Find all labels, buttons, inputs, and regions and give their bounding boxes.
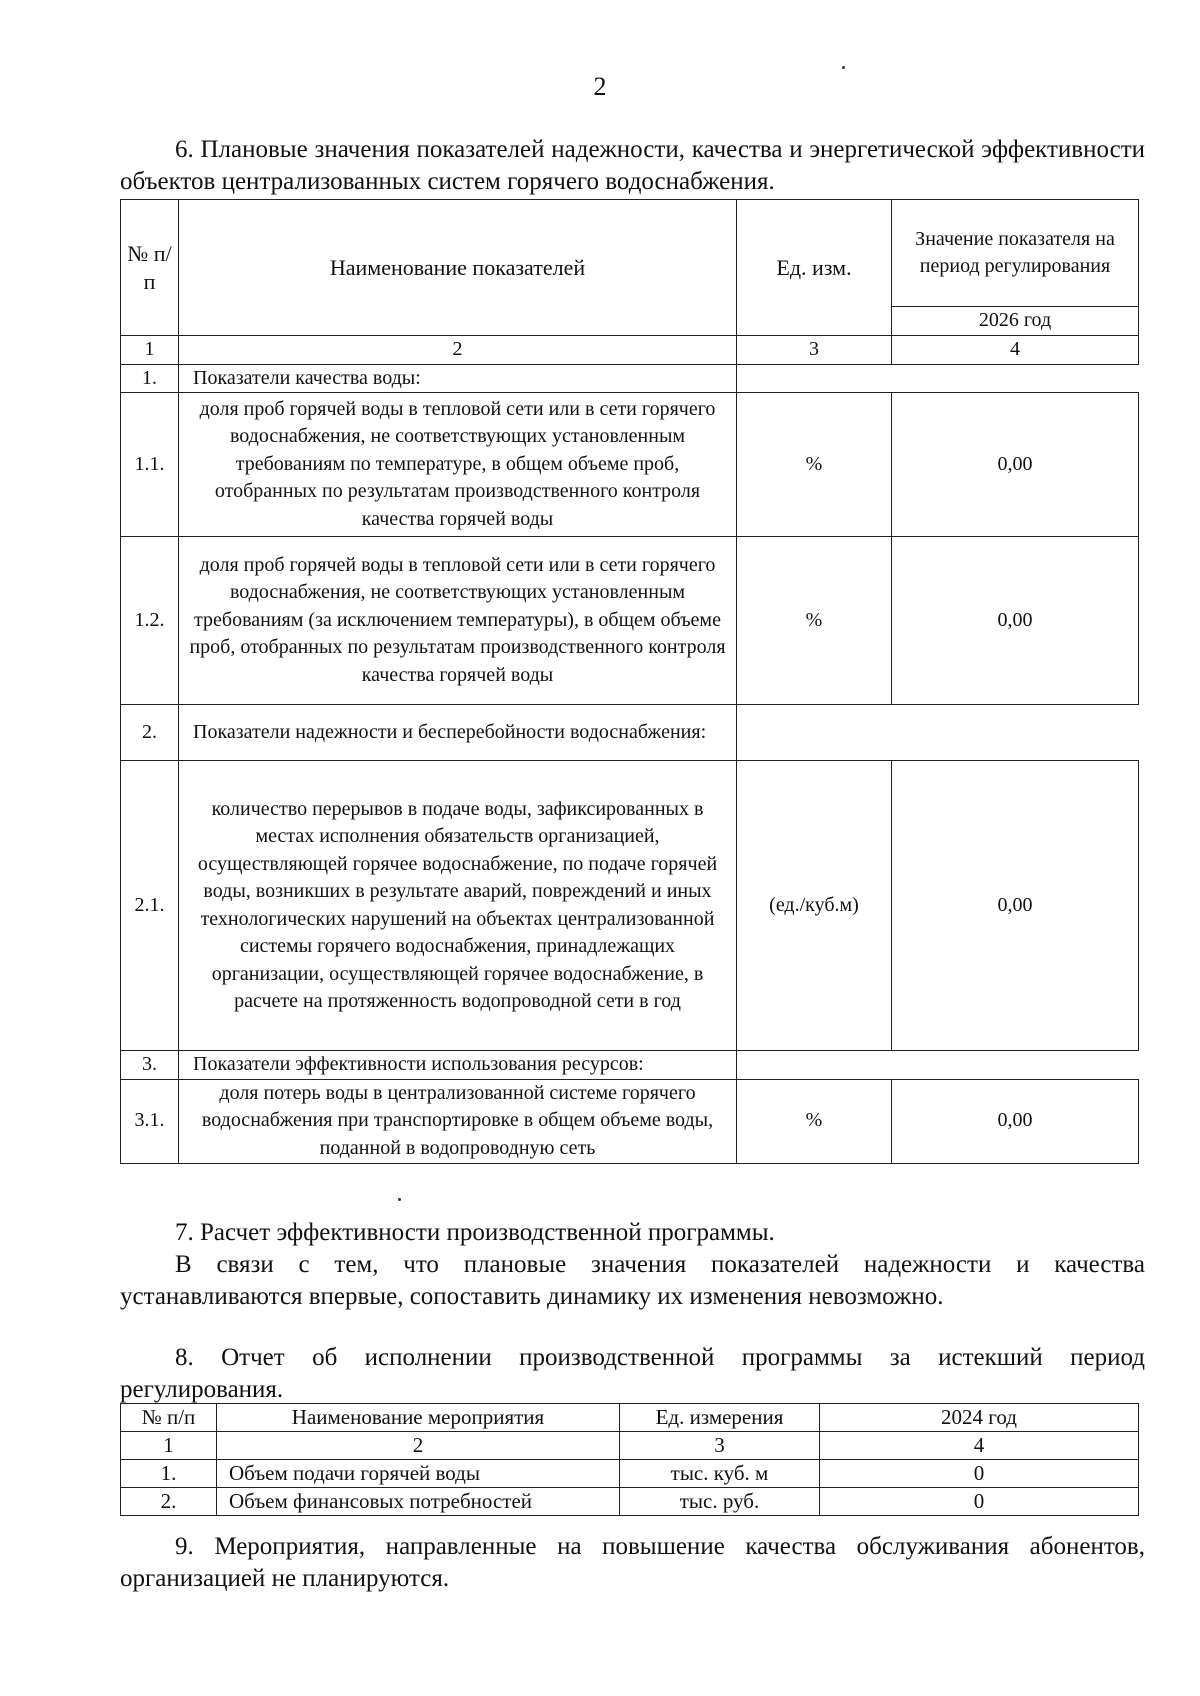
header-value: Значение показателя на период регулирования — [892, 200, 1139, 307]
section-7-heading-text: 7. Расчет эффективности производственной программы. — [175, 1219, 775, 1246]
row-num: 1.1. — [121, 393, 179, 537]
index-cell: 2 — [179, 336, 737, 365]
row-name: доля проб горячей воды в тепловой сети или в сети горячего водоснабжения, не соответствующих установленным требованиям по температуре, в общем объеме проб, отобранных по результатам производственного контроля качества горячей воды — [179, 393, 737, 537]
section-6-heading-text: 6. Плановые значения показателей надежности, качества и энергетической эффективности объектов централизованных систем горячего водоснабжения. — [120, 136, 1145, 195]
header-name: Наименование показателей — [179, 200, 737, 336]
row-unit: (ед./куб.м) — [737, 761, 892, 1051]
table-row — [121, 705, 1139, 761]
indicators-header-row — [121, 200, 1139, 307]
section-6-heading — [120, 134, 1145, 198]
indicators-index-row — [121, 336, 1139, 365]
indicators-table — [120, 199, 1139, 1164]
section-9-text — [120, 1531, 1145, 1595]
row-name: доля проб горячей воды в тепловой сети или в сети горячего водоснабжения, не соответствующих установленным требованиям (за исключением температуры), в общем объеме проб, отобранных по результатам производственного контроля качества горячей воды — [179, 537, 737, 705]
scan-speck — [398, 1198, 401, 1201]
header-year: 2026 год — [892, 307, 1139, 336]
row-name: Объем подачи горячей воды — [217, 1460, 620, 1488]
report-header-row — [121, 1404, 1139, 1432]
row-num: 1. — [121, 364, 179, 393]
row-value: 0 — [820, 1460, 1139, 1488]
report-header-cell: Наименование мероприятия — [217, 1404, 620, 1432]
table-row — [121, 1079, 1139, 1163]
section-8-heading — [120, 1342, 1145, 1406]
report-table — [120, 1403, 1139, 1516]
row-name: Показатели эффективности использования ресурсов: — [179, 1051, 737, 1080]
row-unit: % — [737, 537, 892, 705]
row-unit: % — [737, 393, 892, 537]
table-row — [121, 1460, 1139, 1488]
row-value: 0,00 — [892, 1079, 1139, 1163]
row-value: 0,00 — [892, 761, 1139, 1051]
index-cell: 1 — [121, 1432, 217, 1460]
row-value: 0,00 — [892, 393, 1139, 537]
row-name: Показатели качества воды: — [179, 364, 737, 393]
scan-speck — [842, 66, 845, 69]
row-value: 0,00 — [892, 537, 1139, 705]
section-7-heading — [120, 1217, 1145, 1249]
page-number: 2 — [593, 72, 607, 101]
row-name: доля потерь воды в централизованной системе горячего водоснабжения при транспортировке в общем объеме воды, поданной в водопроводную сеть — [179, 1079, 737, 1163]
table-row — [121, 1051, 1139, 1080]
row-num: 3.1. — [121, 1079, 179, 1163]
header-num: № п/п — [121, 200, 179, 336]
index-cell: 3 — [620, 1432, 820, 1460]
header-unit: Ед. изм. — [737, 200, 892, 336]
row-value: 0 — [820, 1488, 1139, 1516]
row-num: 1.2. — [121, 537, 179, 705]
index-cell: 4 — [820, 1432, 1139, 1460]
section-7-body: В связи с тем, что плановые значения показателей надежности и качества устанавливаются впервые, сопоставить динамику их изменения невозможно. — [120, 1251, 1145, 1310]
index-cell: 1 — [121, 336, 179, 365]
row-unit: тыс. куб. м — [620, 1460, 820, 1488]
table-row — [121, 393, 1139, 537]
table-row — [121, 537, 1139, 705]
report-header-cell: Ед. измерения — [620, 1404, 820, 1432]
row-unit: тыс. руб. — [620, 1488, 820, 1516]
index-cell: 2 — [217, 1432, 620, 1460]
row-unit: % — [737, 1079, 892, 1163]
row-name: Показатели надежности и бесперебойности водоснабжения: — [179, 705, 737, 761]
row-empty — [737, 1051, 1139, 1080]
row-empty — [737, 364, 1139, 393]
row-num: 2.1. — [121, 761, 179, 1051]
report-header-cell: 2024 год — [820, 1404, 1139, 1432]
table-row — [121, 364, 1139, 393]
report-index-row — [121, 1432, 1139, 1460]
row-name: количество перерывов в подаче воды, зафиксированных в местах исполнения обязательств организацией, осуществляющей горячее водоснабжение, по подаче горячей воды, возникших в результате аварий, повреждений и иных технологических нарушений на объектах централизованной системы горячего водоснабжения, принадлежащих организации, осуществляющей горячее водоснабжение, в расчете на протяженность водопроводной сети в год — [179, 761, 737, 1051]
section-8-heading-text: 8. Отчет об исполнении производственной программы за истекший период регулирования. — [120, 1344, 1145, 1403]
row-num: 3. — [121, 1051, 179, 1080]
row-name: Объем финансовых потребностей — [217, 1488, 620, 1516]
row-empty — [737, 705, 1139, 761]
index-cell: 4 — [892, 336, 1139, 365]
report-header-cell: № п/п — [121, 1404, 217, 1432]
row-num: 1. — [121, 1460, 217, 1488]
row-num: 2. — [121, 1488, 217, 1516]
table-row — [121, 1488, 1139, 1516]
table-row — [121, 761, 1139, 1051]
section-7-text — [120, 1249, 1145, 1313]
index-cell: 3 — [737, 336, 892, 365]
row-num: 2. — [121, 705, 179, 761]
section-9-body: 9. Мероприятия, направленные на повышение качества обслуживания абонентов, организацией не планируются. — [120, 1533, 1145, 1592]
